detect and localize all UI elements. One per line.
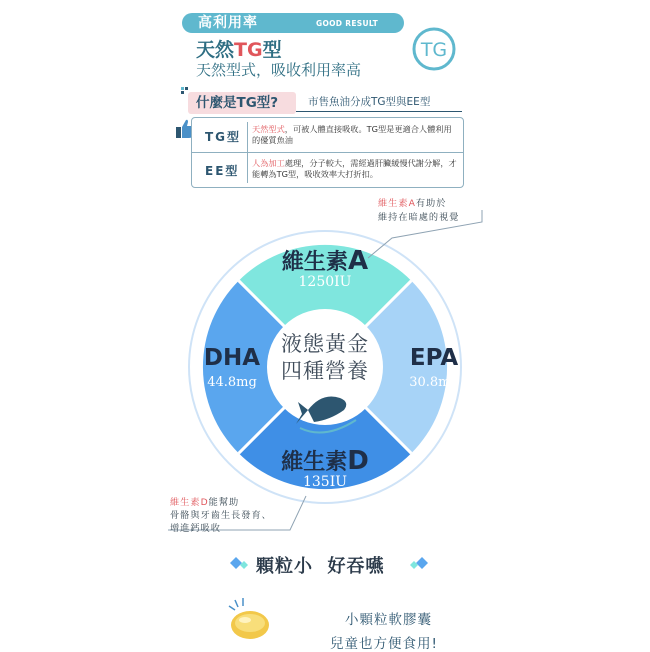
question-title: 什麼是TG型? [196, 95, 279, 111]
vitamin-d-annotation: 維生素D能幫助 骨骼與牙齒生長發育、 增進鈣吸收 [170, 497, 272, 534]
row-text-tg: 天然型式，可被人體直接吸收。TG型是更適合人體利用的優質魚油 [252, 124, 452, 145]
segment-name-epa: EPA [409, 345, 459, 371]
segment-value-epa: 30.8mg [409, 375, 459, 390]
center-text-line1: 液態黃金 [281, 332, 369, 356]
segment-name-vitamin-a: 維生素A [281, 246, 369, 276]
row-text-ee: 人為加工處理，分子較大，需經過肝臟緩慢代謝分解，才能轉為TG型，吸收效率大打折扣。 [252, 158, 457, 179]
segment-value-vitamin-a: 1250IU [298, 274, 352, 290]
question-note: 市售魚油分成TG型與EE型 [308, 96, 431, 108]
slogan: 顆粒小 好吞嚥 [256, 556, 385, 577]
segment-name-dha: DHA [203, 345, 261, 371]
segment-value-dha: 44.8mg [207, 375, 257, 390]
row-label-tg: TG型 [205, 130, 242, 144]
capsule-text-line2: 兒童也方便食用! [330, 636, 438, 652]
tg-description: 天然型式，吸收利用率高 [196, 61, 362, 79]
segment-value-vitamin-d: 135IU [302, 474, 348, 490]
header-badge-subtitle: GOOD RESULT [316, 19, 379, 28]
diamond-right-icon [408, 557, 428, 573]
header-badge-title: 高利用率 [198, 15, 258, 31]
center-text-line2: 四種營養 [281, 359, 369, 383]
tg-logo-text: TG [420, 39, 448, 61]
row-label-ee: EE型 [205, 164, 240, 178]
diamond-left-icon [230, 557, 250, 573]
tg-title: 天然TG型 [196, 39, 282, 61]
capsule-text-line1: 小顆粒軟膠囊 [345, 612, 432, 628]
vitamin-a-annotation: 維生素A有助於 維持在暗處的視覺 [378, 198, 460, 223]
softgel-capsule-icon [225, 598, 271, 642]
segment-name-vitamin-d: 維生素D [281, 446, 369, 476]
